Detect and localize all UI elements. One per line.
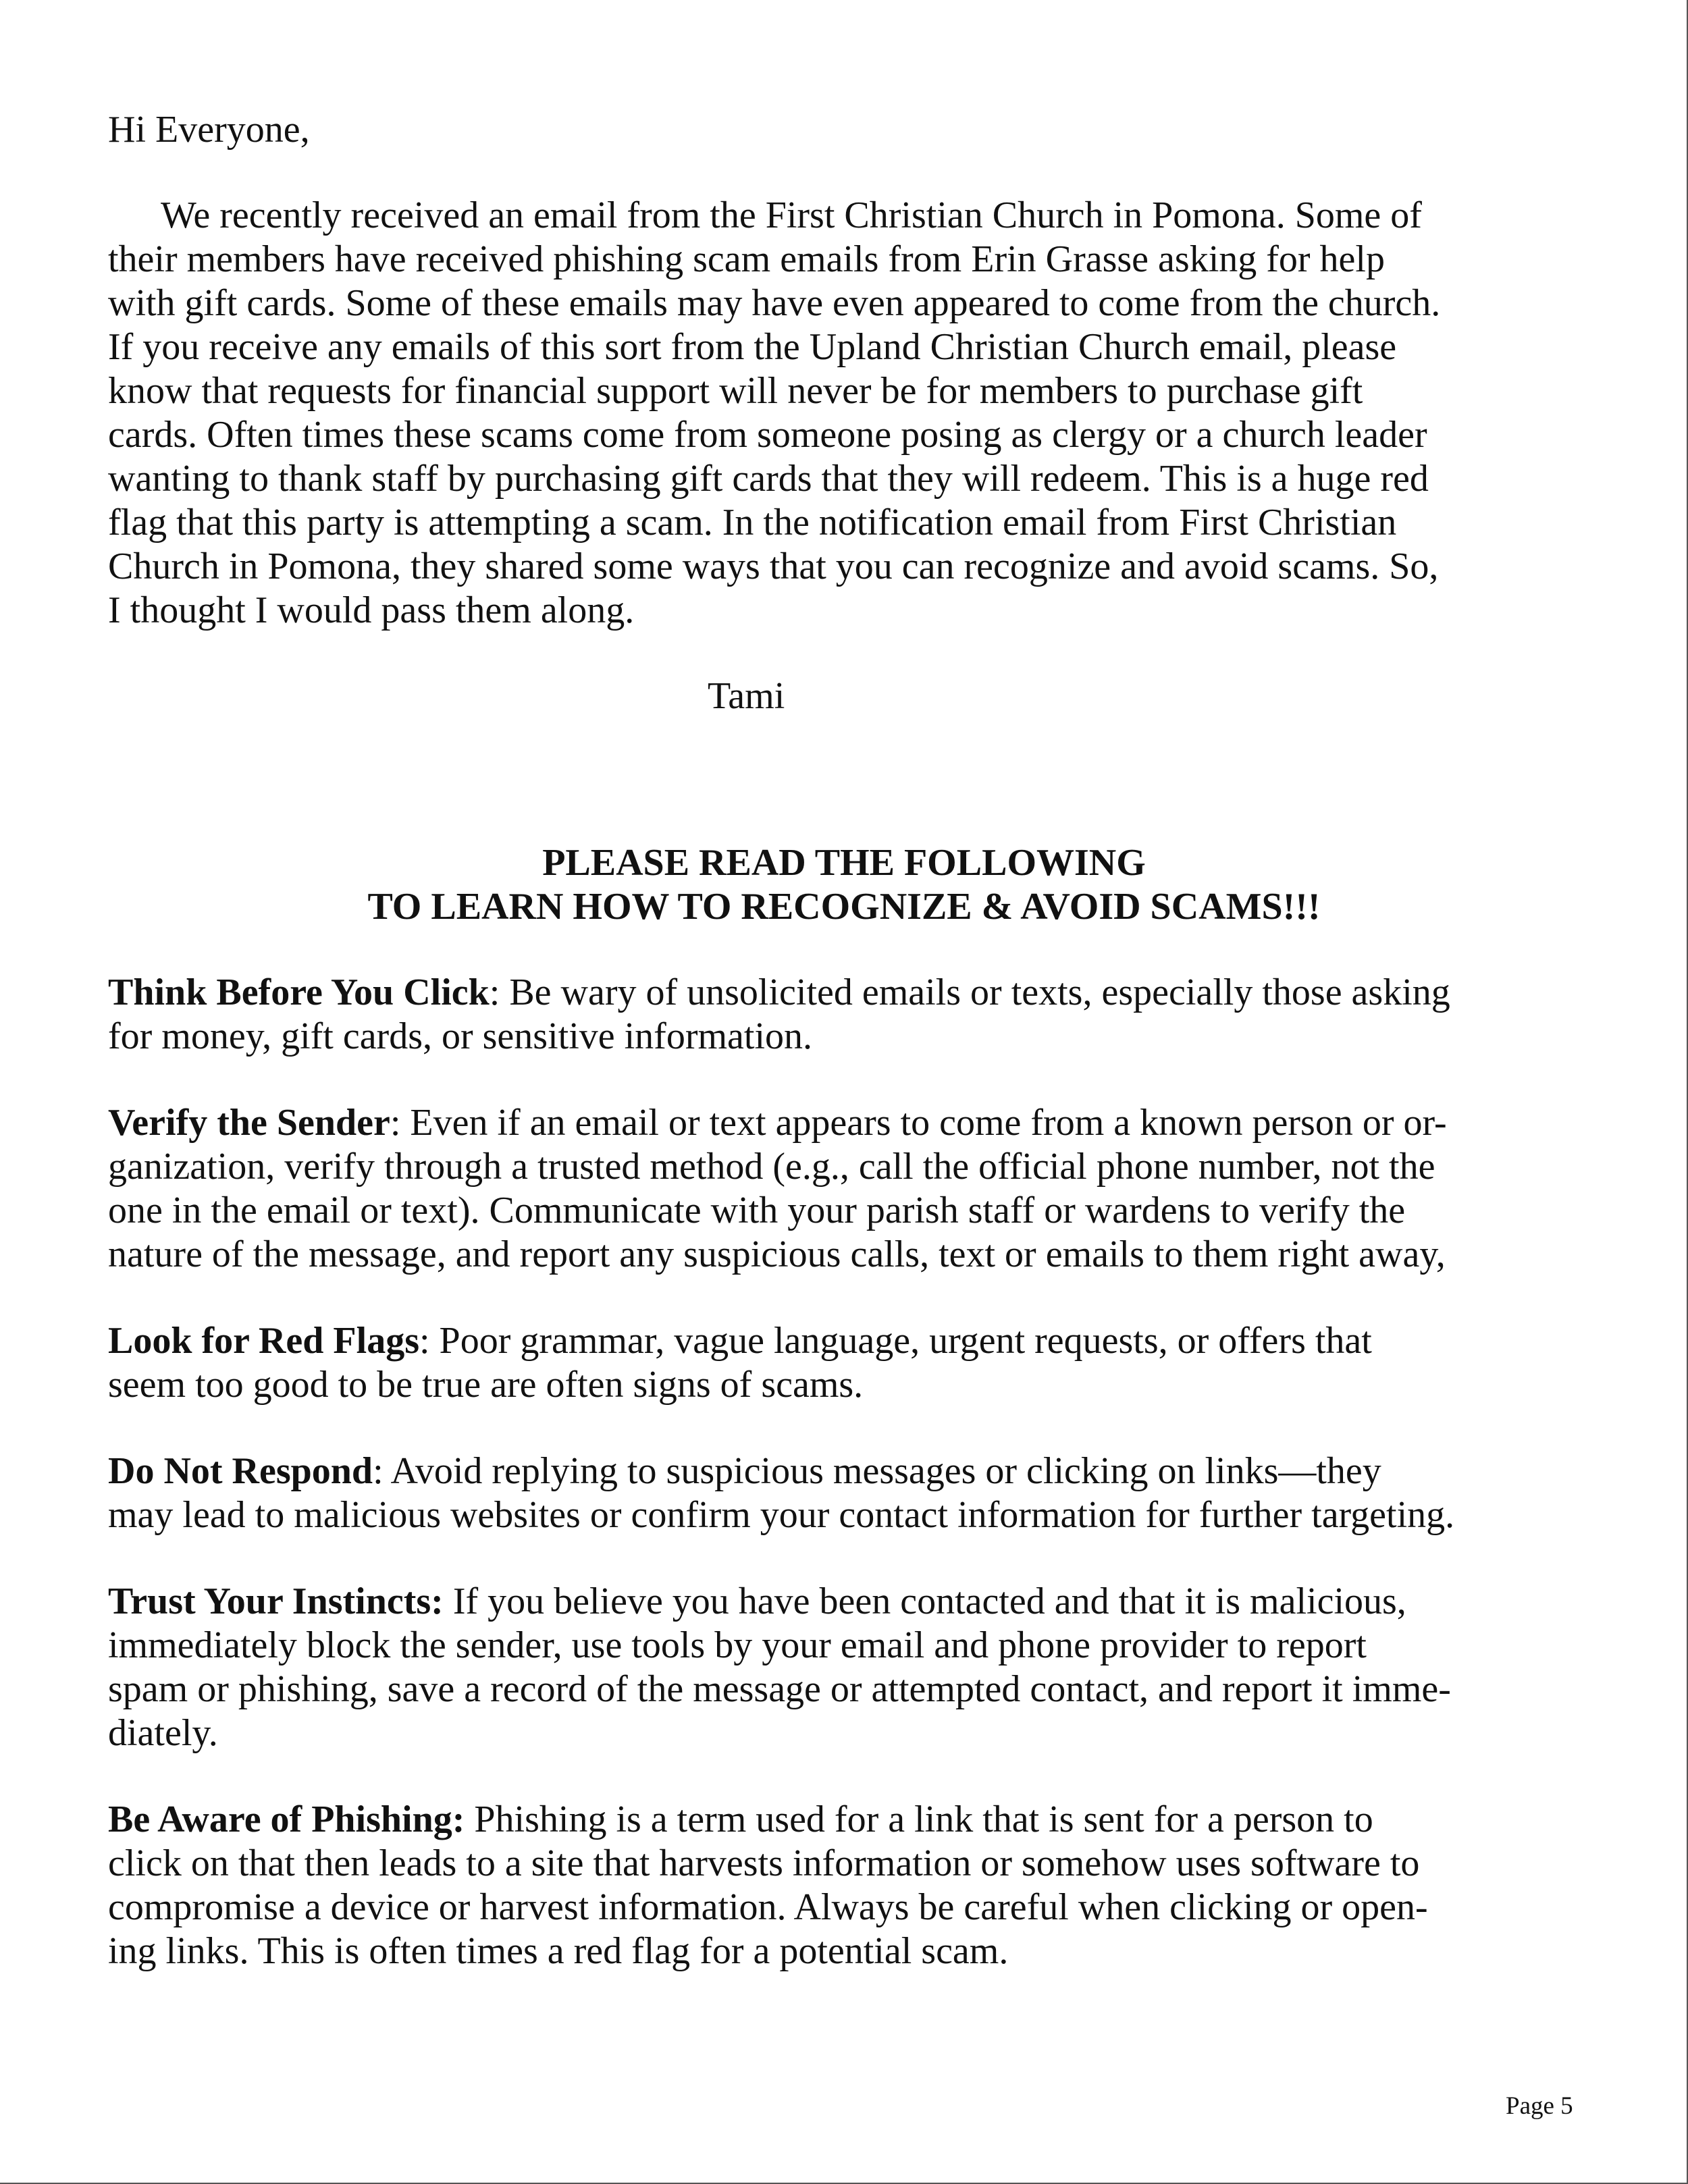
tip-text: : Even if an email or text appears to come from a known person or or- ganization, verify through a trusted method (e.g., call the official phone number, not the one in the email or text). Communicate with your parish staff or wardens to verify the nature of the message, and report any suspicious calls, text or emails to them right away, xyxy=(108,1102,1447,1275)
tip-title: Look for Red Flags xyxy=(108,1320,419,1362)
page-number: Page 5 xyxy=(1506,2092,1573,2120)
tip-title: Trust Your Instincts: xyxy=(108,1580,444,1622)
letter-body: We recently received an email from the First Christian Church in Pomona. Some of their members have received phishing scam emails from Erin Grasse asking for help with gift cards. Some of these emails may have even appeared to come from the church. If you receive any emails of this sort from the Upland Christian Church email, please know that requests for financial support will never be for members to purchase gift cards. Often times these scams come from someone posing as clergy or a church leader wanting to thank staff by purchasing gift cards that they will redeem. This is a huge red flag that this party is attempting a scam. In the notification email from First Christian Church in Pomona, they shared some ways that you can recognize and avoid scams. So, I thought I would pass them along. xyxy=(108,194,1441,631)
tip-title: Do Not Respond xyxy=(108,1450,373,1492)
tip-think-before-you-click xyxy=(108,971,1580,1059)
tip-text: : Avoid replying to suspicious messages or clicking on links—they may lead to malicious websites or confirm your contact information for further targeting. xyxy=(108,1450,1455,1536)
letter-greeting: Hi Everyone, xyxy=(108,109,310,151)
letter-signature: Tami xyxy=(708,675,785,717)
tip-title: Be Aware of Phishing: xyxy=(108,1799,465,1840)
tip-text: Phishing is a term used for a link that is sent for a person to click on that then leads to a site that harvests information or somehow uses software to compromise a device or harvest information. Always be careful when clicking or open- ing links. This is often times a red flag for a potential scam. xyxy=(108,1799,1428,1972)
tip-look-for-red-flags xyxy=(108,1319,1580,1407)
heading-line-2: TO LEARN HOW TO RECOGNIZE & AVOID SCAMS!!! xyxy=(367,886,1321,928)
section-heading xyxy=(108,841,1580,929)
scam-tips-list xyxy=(108,971,1580,1973)
heading-line-1: PLEASE READ THE FOLLOWING xyxy=(542,842,1146,884)
tip-text: : Be wary of unsolicited emails or texts, especially those asking for money, gift cards, or sensitive information. xyxy=(108,971,1450,1057)
tip-text: : Poor grammar, vague language, urgent requests, or offers that seem too good to be true are often signs of scams. xyxy=(108,1320,1372,1406)
tip-title: Verify the Sender xyxy=(108,1102,390,1144)
page-content xyxy=(108,108,1580,2016)
tip-do-not-respond xyxy=(108,1449,1580,1537)
tip-trust-your-instincts xyxy=(108,1580,1580,1755)
tip-title: Think Before You Click xyxy=(108,971,490,1013)
tip-text: If you believe you have been contacted and that it is malicious, immediately block the sender, use tools by your email and phone provider to report spam or phishing, save a record of the message or attempted contact, and report it imme- diately. xyxy=(108,1580,1451,1754)
tip-verify-the-sender xyxy=(108,1101,1580,1277)
tip-be-aware-of-phishing xyxy=(108,1798,1580,1973)
